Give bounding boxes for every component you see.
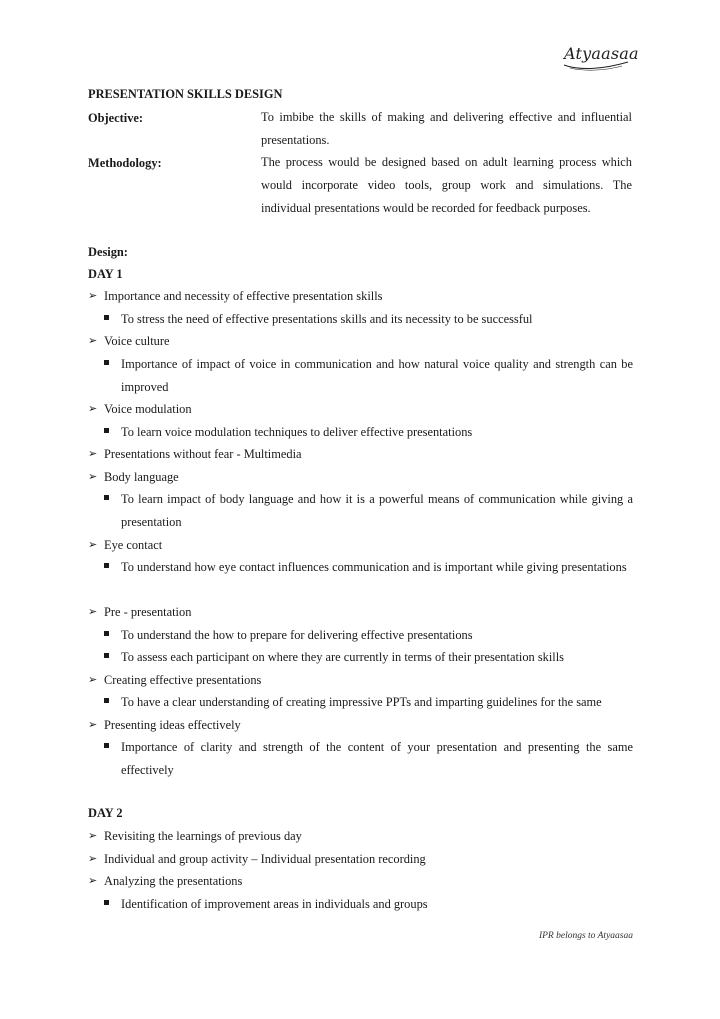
- arrow-bullet-icon: ➢: [88, 538, 98, 551]
- methodology-label: Methodology:: [88, 156, 162, 170]
- square-bullet-icon: [104, 563, 109, 568]
- arrow-bullet-icon: ➢: [88, 447, 98, 460]
- square-bullet-icon: [104, 653, 109, 658]
- square-bullet-icon: [104, 495, 109, 500]
- arrow-bullet-icon: ➢: [88, 874, 98, 887]
- square-bullet-icon: [104, 428, 109, 433]
- footer-note: IPR belongs to Atyaasaa: [538, 931, 633, 941]
- arrow-bullet-icon: ➢: [88, 470, 98, 483]
- arrow-bullet-icon: ➢: [88, 718, 98, 731]
- page-title: PRESENTATION SKILLS DESIGN: [88, 87, 283, 101]
- square-bullet-icon: [104, 698, 109, 703]
- arrow-bullet-icon: ➢: [88, 829, 98, 842]
- arrow-bullet-icon: ➢: [88, 673, 98, 686]
- square-bullet-icon: [104, 315, 109, 320]
- arrow-bullet-icon: ➢: [88, 402, 98, 415]
- square-bullet-icon: [104, 631, 109, 636]
- arrow-bullet-icon: ➢: [88, 289, 98, 302]
- arrow-bullet-icon: ➢: [88, 852, 98, 865]
- logo-text: Atyaasaa: [564, 44, 639, 63]
- day1-heading: DAY 1: [88, 267, 123, 281]
- square-bullet-icon: [104, 743, 109, 748]
- brand-logo: [560, 38, 639, 74]
- arrow-bullet-icon: ➢: [88, 605, 98, 618]
- objective-label: Objective:: [88, 111, 144, 125]
- design-heading: Design:: [88, 245, 128, 259]
- square-bullet-icon: [104, 360, 109, 365]
- document-page: Atyaasaa PRESENTATION SKILLS DESIGN Objective: To imbibe the skills of making and delivering effective and influential presentations. Methodology: The process would be designed based on adult learning process which would incorporate video tools, group work and simulations. The individual presentations would be recorded for feedback purposes. Design: DAY 1 ➢ Importance and necessity of effective presentation skills To stress the need of effective presentations skills and its necessity to be successful ➢ Voice culture Importance of impact of voice in communication and how natural voice quality and strength can be improved ➢ Voice modulation To learn voice modulation techniques to deliver effective presentations ➢ Presentations without fear - Multimedia ➢ Body language To learn impact of body language and how it is a powerful means of communication while giving a presentation ➢ Eye contact To understand how eye contact influences communication and is important while giving presentations ➢ Pre - presentation To understand the how to prepare for delivering effective presentations To assess each participant on where they are currently in terms of their presentation skills ➢ Creating effective presentations To have a clear understanding of creating impressive PPTs and imparting guidelines for the same ➢ Presenting ideas effectively Importance of clarity and strength of the content of your presentation and presenting the same effectively DAY 2 ➢ Revisiting the learnings of previous day ➢ Individual and group activity – Individual presentation recording ➢ Analyzing the presentations Identification of improvement areas in individuals and groups IPR belongs to Atyaasaa: [0, 0, 720, 1019]
- objective-value: To imbibe the skills of making and delivering effective and influential presentations.: [261, 110, 632, 147]
- day2-heading: DAY 2: [88, 806, 123, 820]
- methodology-value: The process would be designed based on adult learning process which would incorporate video tools, group work and simulations. The individual presentations would be recorded for feedback purposes.: [261, 155, 632, 215]
- square-bullet-icon: [104, 900, 109, 905]
- arrow-bullet-icon: ➢: [88, 334, 98, 347]
